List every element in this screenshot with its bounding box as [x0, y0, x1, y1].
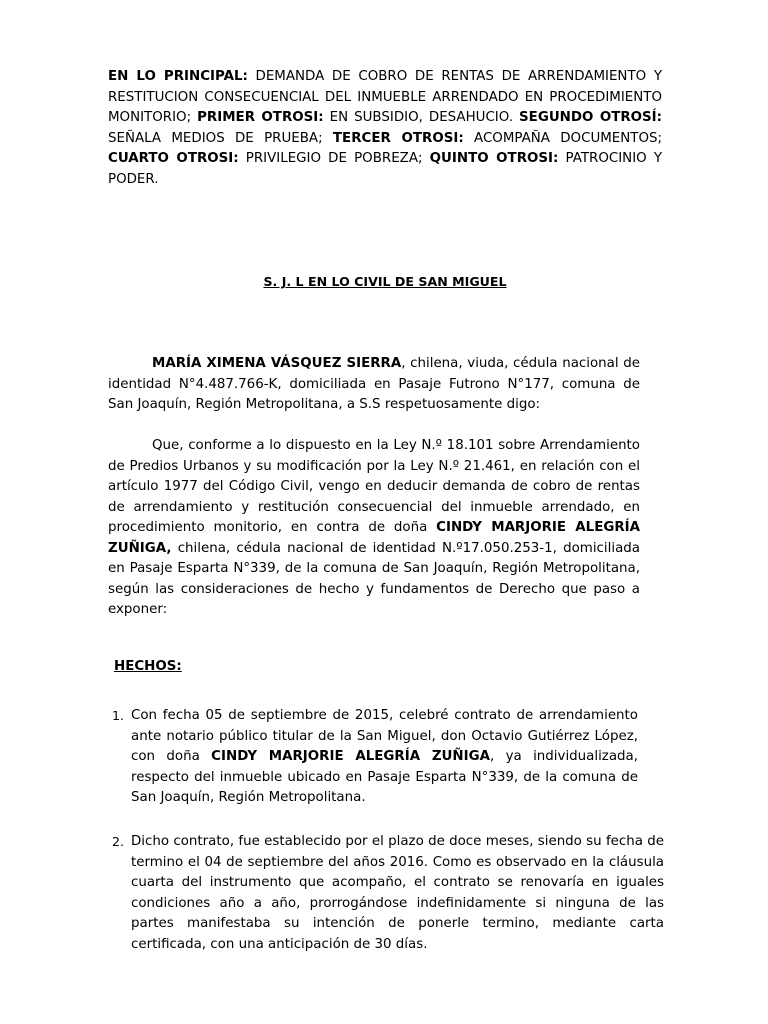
- primer-otrosi-label: PRIMER OTROSI:: [197, 110, 324, 126]
- plaintiff-details: , chilena, viuda, cédula nacional de identidad N°4.487.766-K, domiciliada en Pasaje Futrono N°177, comuna de San Joaquín, Región Metropolitana, a S.S respetuosamente digo:: [108, 356, 640, 412]
- cuarto-otrosi-label: CUARTO OTROSI:: [108, 151, 239, 167]
- quinto-otrosi-label: QUINTO OTROSI:: [429, 151, 559, 167]
- principal-label: EN LO PRINCIPAL:: [108, 69, 248, 84]
- demand-text-end: chilena, cédula nacional de identidad N.º17.050.253-1, domiciliada en Pasaje Esparta N°339, de la comuna de San Joaquín, Región Metropolitana, según las consideraciones de hecho y fundamentos de Derecho que paso a exponer:: [108, 540, 640, 617]
- tercer-otrosi-label: TERCER OTROSI:: [332, 130, 464, 146]
- court-title: S. J. L EN LO CIVIL DE SAN MIGUEL: [263, 274, 507, 289]
- defendant-name: CINDY MARJORIE ALEGRÍA ZUÑIGA,: [108, 520, 640, 556]
- hecho-text-start: Dicho contrato, fue establecido por el plazo de doce meses, siendo su fecha de termino el 04 de septiembre del años 2016. Como es observado en la cláusula cuarta del instrumento que acompaño, el contrato se renovaría en iguales condiciones año a año, prorrogándose indefinidamente si ninguna de las partes manifestaba su intención de ponerle termino, mediante carta certificada, con una anticipación de 30 días.: [131, 834, 664, 952]
- demand-paragraph: [108, 436, 640, 621]
- demand-text-start: Que, conforme a lo dispuesto en la Ley N.º 18.101 sobre Arrendamiento de Predios Urbanos y su modificación por la Ley N.º 21.461, en relación con el artículo 1977 del Código Civil, vengo en deducir demanda de cobro de rentas de arrendamiento y restitución consecuencial del inmueble arrendado, en procedimiento monitorio, en contra de doña: [108, 438, 640, 535]
- hechos-heading: HECHOS:: [114, 659, 182, 674]
- quinto-otrosi-text: PATROCINIO Y PODER.: [108, 151, 663, 187]
- segundo-otrosi-label: SEGUNDO OTROSÍ:: [519, 110, 663, 126]
- tercer-otrosi-text: ACOMPAÑA DOCUMENTOS;: [463, 130, 663, 146]
- hecho-number: 1.: [112, 708, 125, 723]
- plaintiff-name: MARÍA XIMENA VÁSQUEZ SIERRA: [152, 356, 402, 371]
- hecho-text: [131, 832, 664, 956]
- hecho-text-end: , ya individualizada, respecto del inmueble ubicado en Pasaje Esparta N°339, de la comuna de San Joaquín, Región Metropolitana.: [131, 749, 638, 806]
- intro-paragraph: [108, 354, 640, 416]
- cuarto-otrosi-text: PRIVILEGIO DE POBREZA;: [238, 151, 430, 167]
- hecho-text-start: Con fecha 05 de septiembre de 2015, celebré contrato de arrendamiento ante notario público titular de la San Miguel, don Octavio Gutiérrez López, con doña: [131, 708, 638, 765]
- defendant-name-bold: CINDY MARJORIE ALEGRÍA ZUÑIGA: [211, 749, 490, 765]
- sumilla-block: [108, 67, 662, 191]
- hecho-item-1: [108, 706, 638, 809]
- hecho-item-2: [108, 832, 664, 956]
- hecho-text: [131, 706, 638, 809]
- primer-otrosi-text: EN SUBSIDIO, DESAHUCIO.: [323, 110, 520, 126]
- segundo-otrosi-text: SEÑALA MEDIOS DE PRUEBA;: [108, 130, 333, 146]
- hecho-number: 2.: [112, 834, 125, 849]
- principal-text: DEMANDA DE COBRO DE RENTAS DE ARRENDAMIENTO Y RESTITUCION CONSECUENCIAL DEL INMUEBLE ARRENDADO EN PROCEDIMIENTO MONITORIO;: [108, 69, 663, 126]
